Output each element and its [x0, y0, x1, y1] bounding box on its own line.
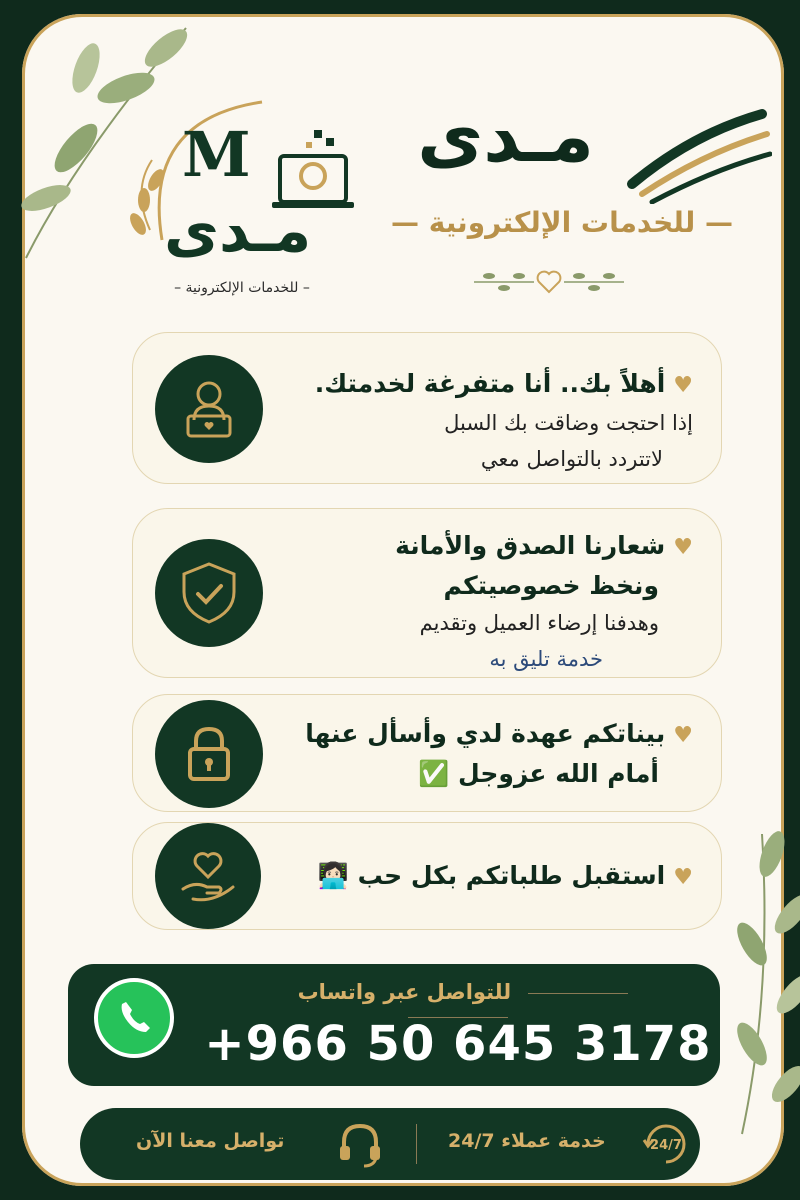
heart-icon: ♥: [673, 535, 693, 560]
divider: [416, 1124, 417, 1164]
poster-frame: [22, 14, 784, 1186]
contact-now-link[interactable]: تواصل معنا الآن: [136, 1130, 285, 1152]
card-text-line: إذا احتجت وضاقت بك السبل: [444, 411, 693, 435]
laurel-heart-icon: [464, 262, 634, 302]
logo-letter: M: [182, 118, 251, 191]
card-headline: ♥بيناتكم عهدة لدي وأسأل عنها: [305, 719, 693, 748]
card-headline: ♥استقبل طلباتكم بكل حب 👩🏻‍💻: [317, 861, 693, 890]
whatsapp-contact-bar[interactable]: [68, 964, 720, 1086]
leaf-branch-decoration: [722, 824, 800, 1144]
feature-card: [132, 508, 722, 678]
shield-check-icon: [155, 539, 263, 647]
logo-name: مـدى: [164, 196, 312, 266]
hand-heart-icon: [155, 823, 261, 929]
card-headline: ♥شعارنا الصدق والأمانة: [395, 531, 693, 560]
padlock-icon: [155, 700, 263, 808]
clock-24-7-icon: [640, 1118, 692, 1170]
whatsapp-label: للتواصل عبر واتساب: [238, 980, 678, 1028]
heart-icon: ♥: [673, 723, 693, 748]
service-label: خدمة عملاء 24/7: [448, 1130, 606, 1152]
woman-laptop-icon: [155, 355, 263, 463]
svg-text:24/7: 24/7: [650, 1138, 682, 1153]
whatsapp-icon[interactable]: [94, 978, 174, 1058]
heart-icon: ♥: [673, 865, 693, 890]
brand-subtitle: — للخدمات الإلكترونية —: [391, 206, 733, 239]
card-headline: أمام الله عزوجل ✅: [418, 759, 659, 788]
brand-title: مـدى: [417, 94, 594, 178]
whatsapp-number[interactable]: +966 50 645 3178: [204, 1016, 712, 1072]
card-headline: ♥أهلاً بك.. أنا متفرغة لخدمتك.: [314, 369, 693, 398]
feature-card: [132, 332, 722, 484]
footer-bar: [80, 1108, 700, 1180]
brand-logo: [122, 90, 362, 310]
card-text-line: لاتتردد بالتواصل معي: [480, 447, 663, 471]
feature-card: [132, 822, 722, 930]
card-text-line: وهدفنا إرضاء العميل وتقديم: [419, 611, 659, 635]
heart-icon: ♥: [673, 373, 693, 398]
feature-card: [132, 694, 722, 812]
logo-subtitle: – للخدمات الإلكترونية –: [174, 280, 310, 296]
card-text-line: خدمة تليق به: [489, 647, 603, 671]
card-headline: ونخظ خصوصيتكم: [443, 571, 659, 600]
headset-icon: [334, 1118, 386, 1170]
swoosh-decoration: [622, 94, 772, 204]
